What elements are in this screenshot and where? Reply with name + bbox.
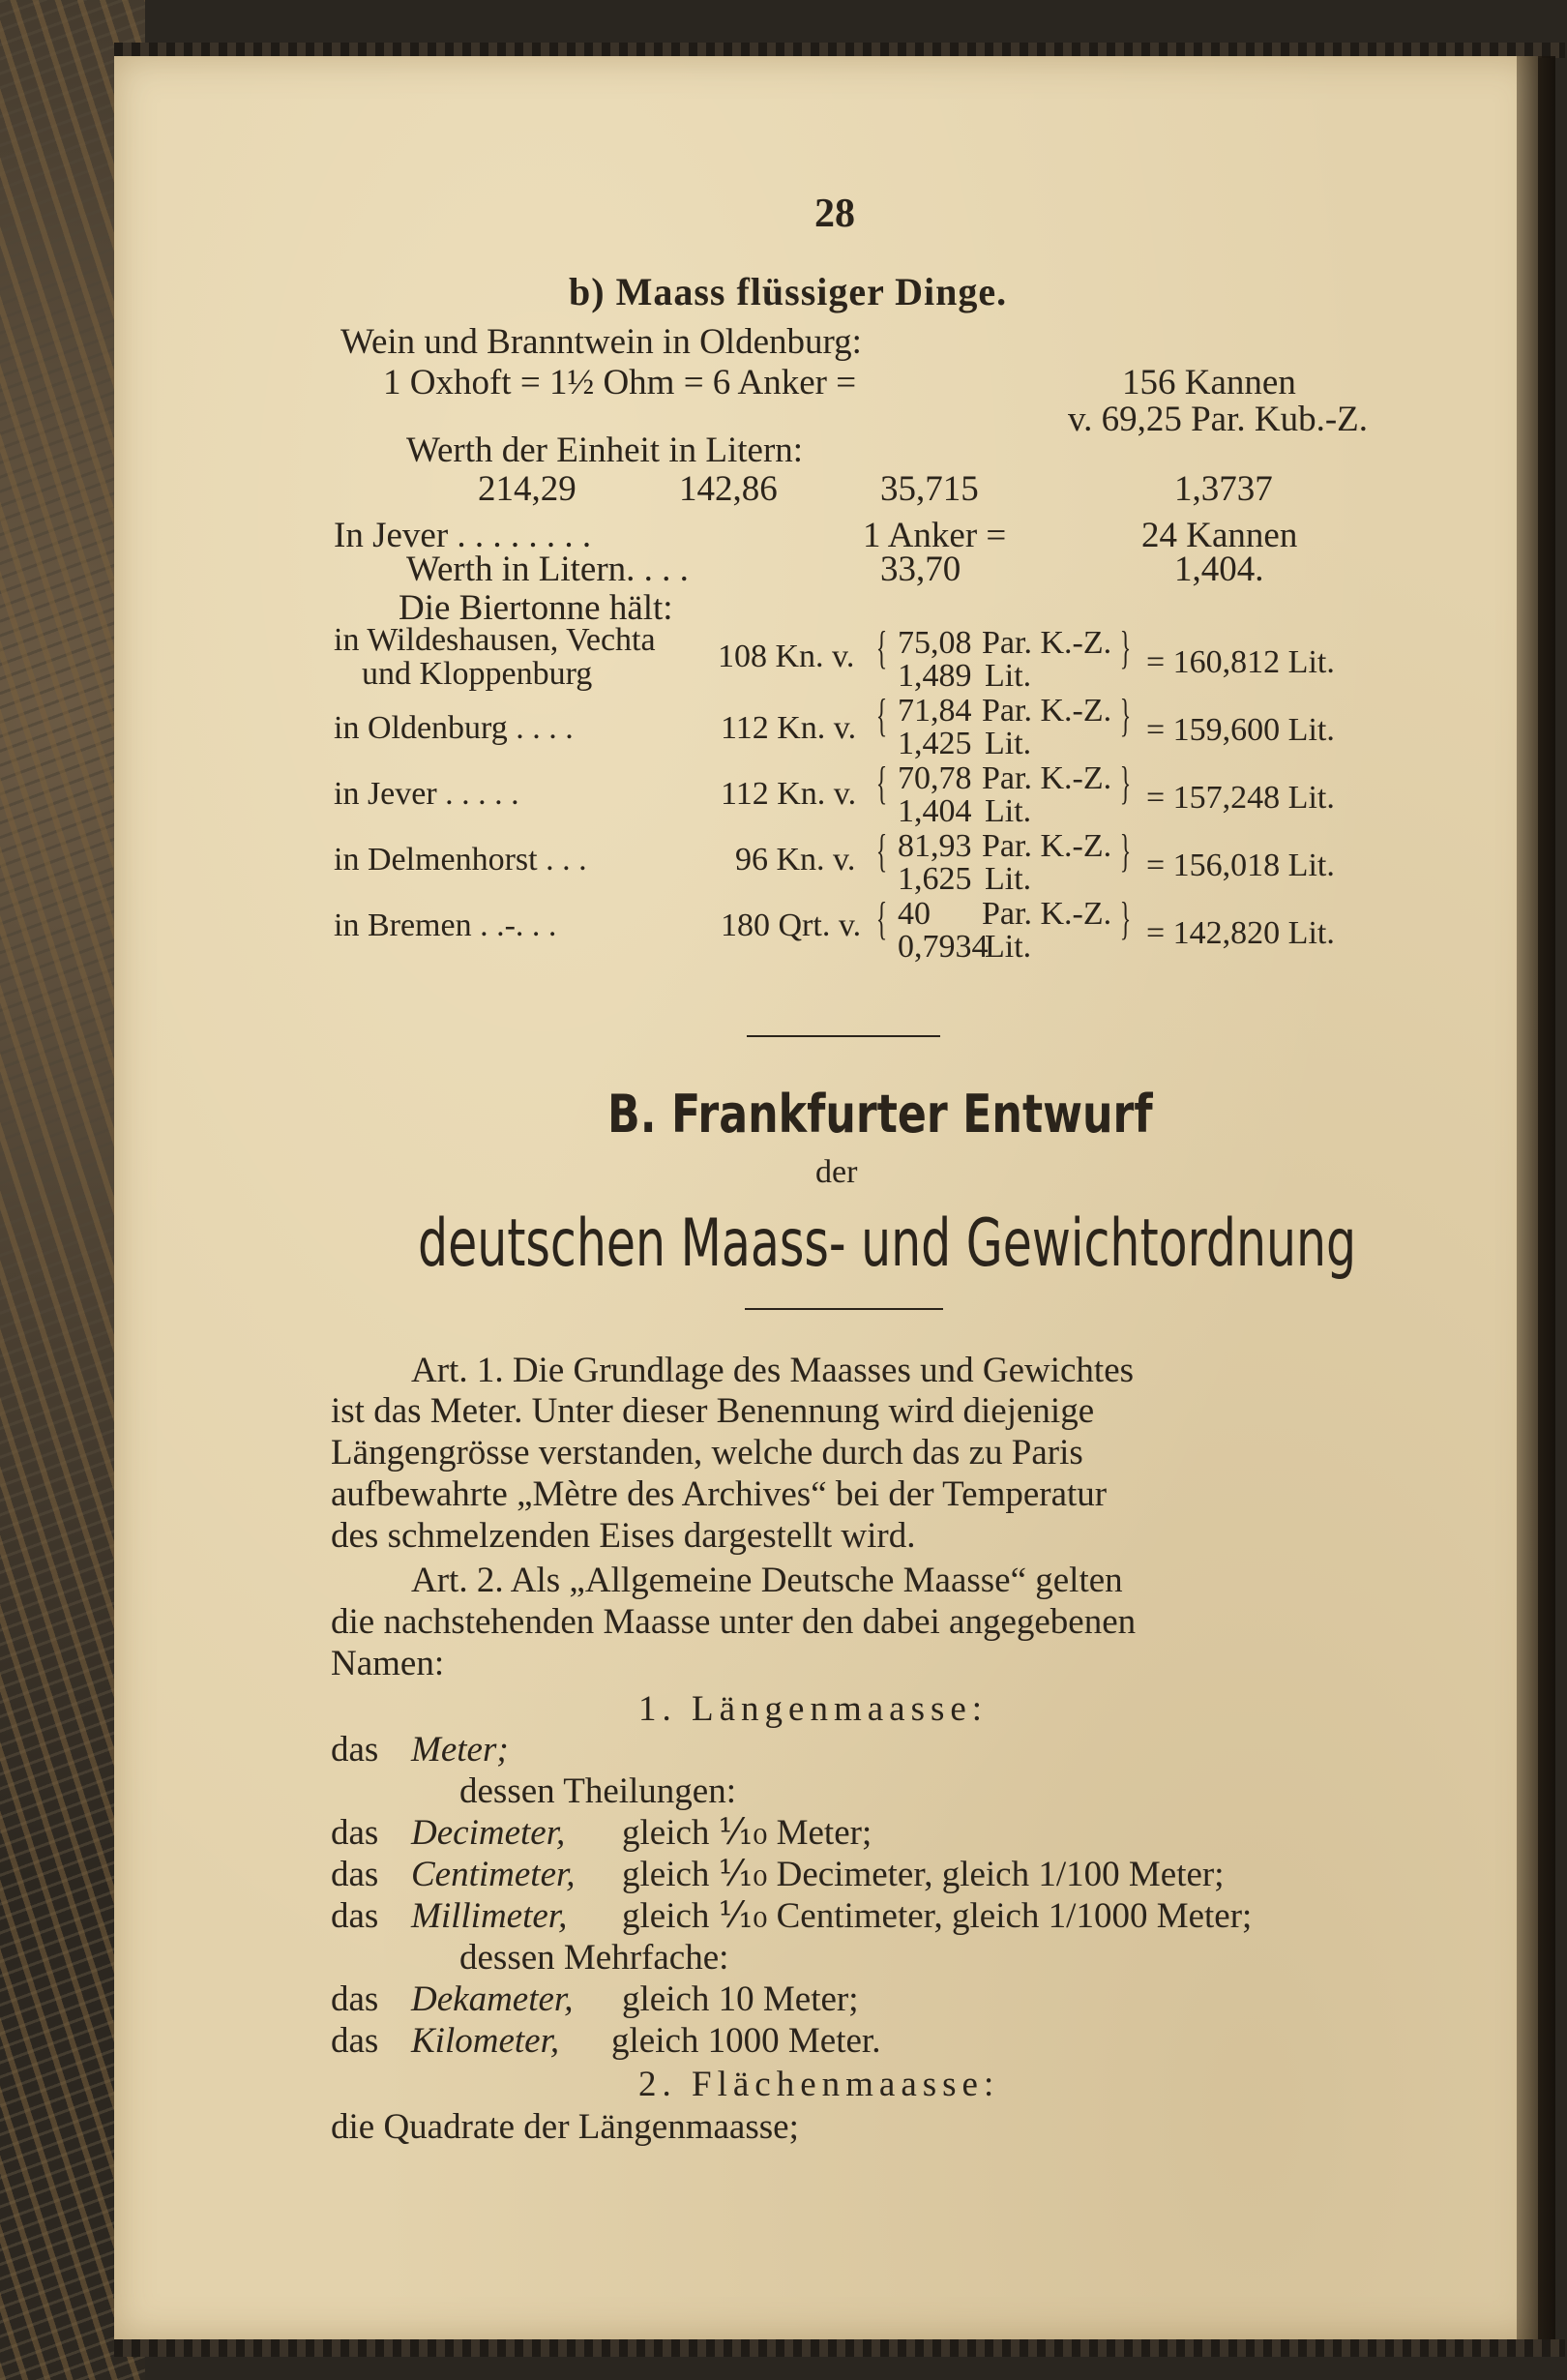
beer-amount: 96 Kn. v. bbox=[735, 842, 856, 878]
decimeter-term: Decimeter, bbox=[411, 1813, 566, 1853]
das-word: das bbox=[331, 1896, 379, 1936]
beer-place: in Jever . . . . . bbox=[334, 776, 519, 812]
werth-value-oxhoft: 214,29 bbox=[478, 469, 577, 509]
beer-parkz-unit: Par. K.-Z. bbox=[982, 625, 1112, 661]
beer-lit: 0,7934 bbox=[898, 929, 989, 965]
beer-lit: 1,425 bbox=[898, 726, 972, 761]
beer-result: = 157,248 Lit. bbox=[1146, 780, 1335, 816]
das-word: das bbox=[331, 1730, 379, 1770]
beer-result: = 160,812 Lit. bbox=[1146, 644, 1335, 680]
page-number: 28 bbox=[814, 192, 855, 236]
dekameter-term: Dekameter, bbox=[411, 1979, 574, 2019]
beer-amount: 180 Qrt. v. bbox=[721, 907, 862, 943]
beer-intro: Die Biertonne hält: bbox=[399, 588, 673, 628]
kilometer-term: Kilometer, bbox=[411, 2021, 560, 2061]
jever-kannen: 24 Kannen bbox=[1141, 516, 1298, 555]
text-line: Längengrösse verstanden, welche durch das zu Paris bbox=[331, 1433, 1083, 1473]
beer-lit-unit: Lit. bbox=[985, 726, 1032, 761]
text-line: Namen: bbox=[331, 1644, 445, 1683]
millimeter-term: Millimeter, bbox=[411, 1896, 568, 1936]
wine-intro: Wein und Branntwein in Oldenburg: bbox=[340, 322, 862, 362]
beer-lit-unit: Lit. bbox=[985, 861, 1032, 897]
beer-parkz-unit: Par. K.-Z. bbox=[982, 760, 1112, 796]
divider-rule bbox=[747, 1035, 940, 1037]
millimeter-rest: gleich ⅒ Centimeter, gleich 1/1000 Meter; bbox=[622, 1896, 1253, 1936]
oxhoft-line: 1 Oxhoft = 1½ Ohm = 6 Anker = bbox=[383, 363, 857, 402]
beer-place: in Wildeshausen, Vechta bbox=[334, 622, 656, 658]
mehrfache: dessen Mehrfache: bbox=[459, 1938, 729, 1978]
beer-parkz: 40 bbox=[898, 896, 931, 932]
big-title: deutschen Maass- und Gewichtordnung bbox=[418, 1205, 1357, 1282]
beer-lit-unit: Lit. bbox=[985, 929, 1032, 965]
brace-left: { bbox=[875, 758, 888, 809]
jever-werth-kanne: 1,404. bbox=[1174, 550, 1264, 589]
jever-werth-anker: 33,70 bbox=[880, 550, 961, 589]
werth-label: Werth der Einheit in Litern: bbox=[406, 431, 804, 470]
jever-label: In Jever . . . . . . . . bbox=[334, 516, 592, 555]
brace-right: } bbox=[1119, 825, 1132, 877]
werth-value-ohm: 142,86 bbox=[679, 469, 778, 509]
beer-lit: 1,489 bbox=[898, 658, 972, 694]
laengen-heading: 1. Längenmaasse: bbox=[638, 1689, 989, 1729]
beer-result: = 142,820 Lit. bbox=[1146, 915, 1335, 951]
der-word: der bbox=[815, 1154, 858, 1190]
beer-place: in Delmenhorst . . . bbox=[334, 842, 587, 878]
beer-lit: 1,404 bbox=[898, 793, 972, 829]
centimeter-rest: gleich ⅒ Decimeter, gleich 1/100 Meter; bbox=[622, 1855, 1225, 1894]
brace-right: } bbox=[1119, 893, 1132, 944]
page-gutter bbox=[1517, 56, 1555, 2339]
book-edge-bottom bbox=[114, 2339, 1565, 2357]
brace-right: } bbox=[1119, 690, 1132, 741]
text-line: Art. 1. Die Grundlage des Maasses und Gewichtes bbox=[411, 1351, 1135, 1390]
brace-left: { bbox=[875, 893, 888, 944]
dekameter-rest: gleich 10 Meter; bbox=[622, 1979, 859, 2019]
kilometer-rest: gleich 1000 Meter. bbox=[611, 2021, 881, 2061]
jever-anker: 1 Anker = bbox=[863, 516, 1007, 555]
section-b-title: b) Maass flüssiger Dinge. bbox=[569, 270, 1008, 313]
beer-amount: 112 Kn. v. bbox=[721, 776, 857, 812]
werth-value-anker: 35,715 bbox=[880, 469, 979, 509]
beer-parkz: 71,84 bbox=[898, 693, 972, 729]
beer-parkz: 81,93 bbox=[898, 828, 972, 864]
brace-left: { bbox=[875, 622, 888, 673]
text-line: Art. 2. Als „Allgemeine Deutsche Maasse“ gelten bbox=[411, 1561, 1123, 1600]
decimeter-rest: gleich ⅒ Meter; bbox=[622, 1813, 872, 1853]
theilungen: dessen Theilungen: bbox=[459, 1771, 737, 1811]
meter-term: Meter; bbox=[411, 1730, 509, 1770]
beer-parkz-unit: Par. K.-Z. bbox=[982, 896, 1112, 932]
flaechen-heading: 2. Flächenmaasse: bbox=[638, 2065, 1000, 2104]
beer-result: = 156,018 Lit. bbox=[1146, 848, 1335, 883]
beer-parkz-unit: Par. K.-Z. bbox=[982, 828, 1112, 864]
beer-lit-unit: Lit. bbox=[985, 658, 1032, 694]
beer-parkz: 70,78 bbox=[898, 760, 972, 796]
beer-parkz-unit: Par. K.-Z. bbox=[982, 693, 1112, 729]
beer-lit-unit: Lit. bbox=[985, 793, 1032, 829]
oxhoft-kub: v. 69,25 Par. Kub.-Z. bbox=[1068, 400, 1369, 439]
beer-result: = 159,600 Lit. bbox=[1146, 712, 1335, 748]
das-word: das bbox=[331, 1813, 379, 1853]
jever-werth-label: Werth in Litern. . . . bbox=[406, 550, 689, 589]
beer-place-2: und Kloppenburg bbox=[362, 656, 593, 692]
flaechen-line: die Quadrate der Längenmaasse; bbox=[331, 2107, 799, 2147]
brace-left: { bbox=[875, 825, 888, 877]
brace-left: { bbox=[875, 690, 888, 741]
centimeter-term: Centimeter, bbox=[411, 1855, 576, 1894]
brace-right: } bbox=[1119, 622, 1132, 673]
das-word: das bbox=[331, 1979, 379, 2019]
section-B-heading: B. Frankfurter Entwurf bbox=[607, 1084, 1153, 1145]
beer-place: in Bremen . .-. . . bbox=[334, 907, 557, 943]
brace-right: } bbox=[1119, 758, 1132, 809]
beer-lit: 1,625 bbox=[898, 861, 972, 897]
das-word: das bbox=[331, 1855, 379, 1894]
beer-parkz: 75,08 bbox=[898, 625, 972, 661]
text-line: ist das Meter. Unter dieser Benennung wird diejenige bbox=[331, 1391, 1095, 1431]
text-line: aufbewahrte „Mètre des Archives“ bei der Temperatur bbox=[331, 1474, 1108, 1514]
oxhoft-kannen: 156 Kannen bbox=[1122, 363, 1296, 402]
text-line: des schmelzenden Eises dargestellt wird. bbox=[331, 1516, 916, 1556]
werth-value-kanne: 1,3737 bbox=[1174, 469, 1273, 509]
text-line: die nachstehenden Maasse unter den dabei angegebenen bbox=[331, 1602, 1137, 1642]
beer-amount: 108 Kn. v. bbox=[718, 639, 855, 674]
beer-place: in Oldenburg . . . . bbox=[334, 710, 574, 746]
beer-amount: 112 Kn. v. bbox=[721, 710, 857, 746]
divider-rule-2 bbox=[745, 1308, 943, 1310]
das-word: das bbox=[331, 2021, 379, 2061]
